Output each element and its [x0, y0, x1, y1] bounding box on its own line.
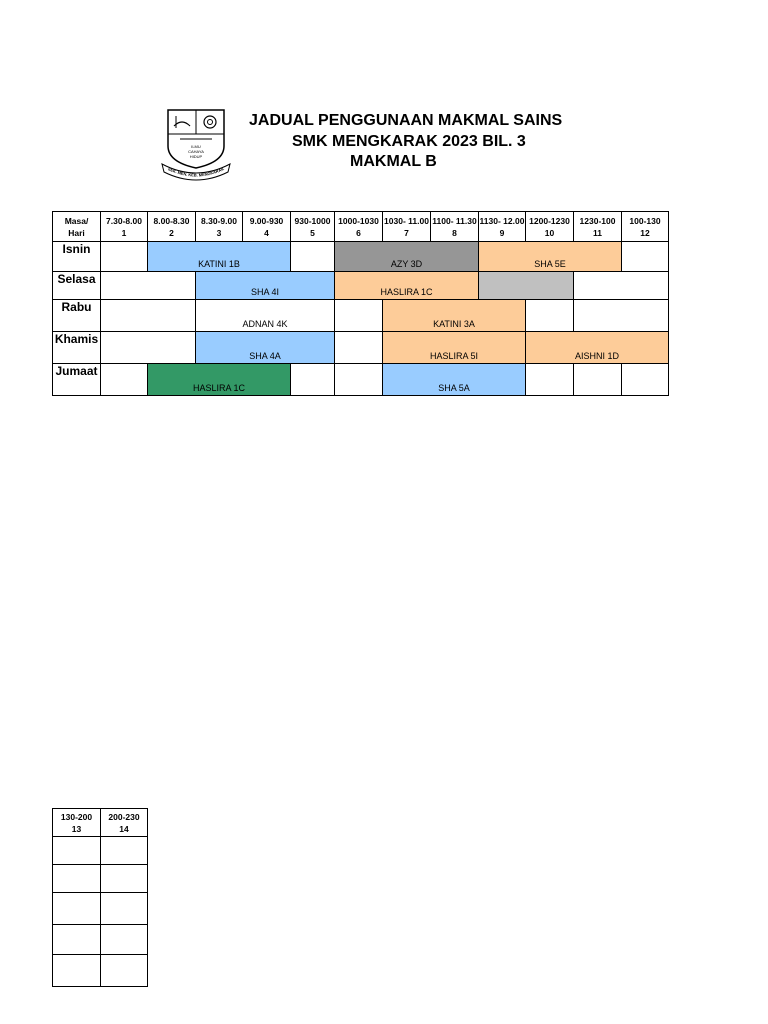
empty-cell	[335, 300, 383, 332]
empty-row	[53, 893, 148, 925]
row-rabu	[53, 300, 669, 332]
empty-cell	[335, 332, 383, 364]
booking-cell: HASLIRA 1C	[335, 272, 479, 300]
period-header: 130-200 13	[53, 809, 101, 837]
period-header: 8.00-8.30 2	[148, 212, 196, 242]
empty-cell	[335, 364, 383, 396]
title-line-2: SMK MENGKARAK 2023 BIL. 3	[292, 133, 526, 150]
period-header: 8.30-9.00 3	[196, 212, 243, 242]
empty-cell	[622, 242, 669, 272]
day-label: Selasa	[53, 272, 101, 300]
corner-cell: Masa/ Hari	[53, 212, 101, 242]
empty-cell	[574, 300, 669, 332]
header-row	[53, 212, 669, 242]
period-header: 9.00-930 4	[243, 212, 291, 242]
period-header: 1030- 11.00 7	[383, 212, 431, 242]
row-selasa	[53, 272, 669, 300]
row-khamis	[53, 332, 669, 364]
day-label: Khamis	[53, 332, 101, 364]
timetable	[52, 211, 669, 396]
period-header: 930-1000 5	[291, 212, 335, 242]
empty-cell	[622, 364, 669, 396]
period-header: 1000-1030 6	[335, 212, 383, 242]
svg-text:HIDUP: HIDUP	[189, 154, 203, 159]
school-crest-logo	[158, 106, 234, 182]
booking-cell: KATINI 1B	[148, 242, 291, 272]
empty-cell	[526, 300, 574, 332]
row-isnin	[53, 242, 669, 272]
booking-cell: SHA 5A	[383, 364, 526, 396]
booking-cell: ADNAN 4K	[196, 300, 335, 332]
booking-cell: AISHNI 1D	[526, 332, 669, 364]
title-line-3: MAKMAL B	[350, 153, 437, 170]
title-line-1: JADUAL PENGGUNAAN MAKMAL SAINS	[249, 112, 563, 129]
booking-cell: SHA 4A	[196, 332, 335, 364]
booking-cell: SHA 4I	[196, 272, 335, 300]
period-header: 200-230 14	[101, 809, 148, 837]
svg-text:CAHAYA: CAHAYA	[188, 149, 204, 154]
empty-cell	[101, 300, 196, 332]
empty-cell	[291, 242, 335, 272]
svg-text:ILMU: ILMU	[191, 144, 201, 149]
booking-cell: SHA 5E	[479, 242, 622, 272]
day-label: Isnin	[53, 242, 101, 272]
booking-cell: HASLIRA 1C	[148, 364, 291, 396]
empty-cell	[291, 364, 335, 396]
empty-cell	[101, 272, 196, 300]
empty-row	[53, 955, 148, 987]
period-header: 100-130 12	[622, 212, 669, 242]
day-label: Rabu	[53, 300, 101, 332]
blocked-cell	[479, 272, 574, 300]
row-jumaat	[53, 364, 669, 396]
timetable-continuation	[52, 808, 148, 987]
empty-cell	[101, 242, 148, 272]
empty-cell	[574, 364, 622, 396]
day-label: Jumaat	[53, 364, 101, 396]
period-header: 1130- 12.00 9	[479, 212, 526, 242]
empty-row	[53, 837, 148, 865]
header-row	[53, 809, 148, 837]
svg-text:SEK. MEN. KEB. MENGKARAK: SEK. MEN. KEB. MENGKARAK	[167, 166, 225, 178]
empty-cell	[526, 364, 574, 396]
period-header: 7.30-8.00 1	[101, 212, 148, 242]
empty-row	[53, 865, 148, 893]
empty-row	[53, 925, 148, 955]
period-header: 1200-1230 10	[526, 212, 574, 242]
empty-cell	[101, 364, 148, 396]
booking-cell: KATINI 3A	[383, 300, 526, 332]
empty-cell	[101, 332, 196, 364]
empty-cell	[574, 272, 669, 300]
period-header: 1230-100 11	[574, 212, 622, 242]
period-header: 1100- 11.30 8	[431, 212, 479, 242]
booking-cell: HASLIRA 5I	[383, 332, 526, 364]
booking-cell: AZY 3D	[335, 242, 479, 272]
